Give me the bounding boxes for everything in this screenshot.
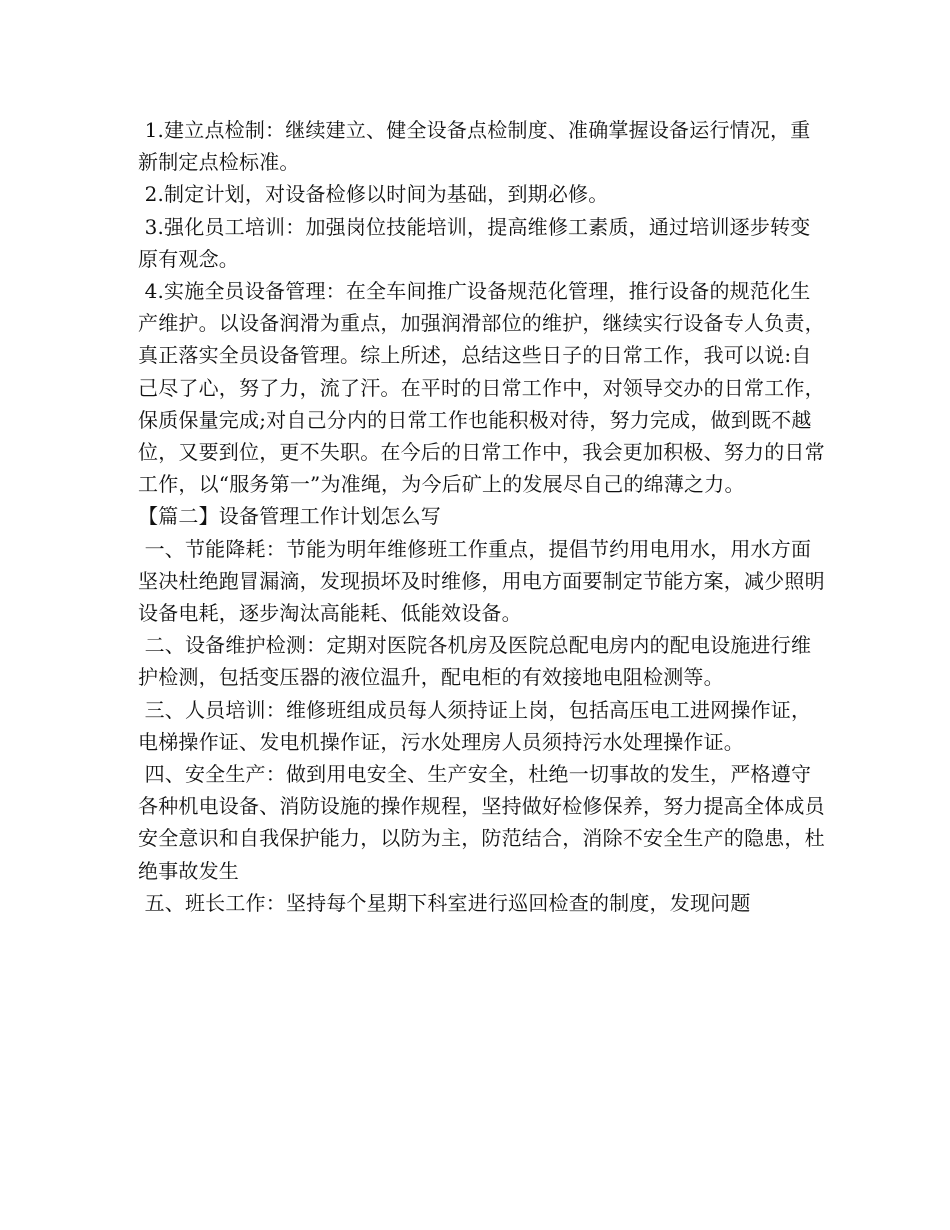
document-body [138, 114, 828, 919]
paragraph-team-leader-work: 五、班长工作：坚持每个星期下科室进行巡回检查的制度，发现问题 [138, 890, 751, 915]
paragraph-full-management: 4.实施全员设备管理：在全车间推广设备规范化管理，推行设备的规范化生产维护。以设备润滑为重点，加强润滑部位的维护，继续实行设备专人负责，真正落实全员设备管理。综上所述，总结这些日子的日常工作，我可以说:自己尽了心，努了力，流了汗。在平时的日常工作中，对领导交办的日常工作，保质保量完成;对自己分内的日常工作也能积极对待，努力完成，做到既不越位，又要到位，更不失职。在今后的日常工作中，我会更加积极、努力的日常工作，以“服务第一”为准绳，为今后矿上的发展尽自己的绵薄之力。 [138, 279, 825, 497]
paragraph-energy-saving: 一、节能降耗：节能为明年维修班工作重点，提倡节约用电用水，用水方面坚决杜绝跑冒漏滴，发现损坏及时维修，用电方面要制定节能方案，减少照明设备电耗，逐步淘汰高能耗、低能效设备。 [138, 536, 825, 626]
paragraph-point-inspection: 1.建立点检制：继续建立、健全设备点检制度、准确掌握设备运行情况，重新制定点检标准。 [138, 118, 811, 175]
paragraph-plan: 2.制定计划，对设备检修以时间为基础，到期必修。 [138, 182, 609, 207]
section-heading: 【篇二】设备管理工作计划怎么写 [138, 504, 441, 529]
paragraph-maintenance-inspection: 二、设备维护检测：定期对医院各机房及医院总配电房内的配电设施进行维护检测，包括变压器的液位温升，配电柜的有效接地电阻检测等。 [138, 633, 812, 690]
paragraph-training: 3.强化员工培训：加强岗位技能培训，提高维修工素质，通过培训逐步转变原有观念。 [138, 214, 811, 271]
paragraph-staff-training: 三、人员培训：维修班组成员每人须持证上岗，包括高压电工进网操作证，电梯操作证、发电机操作证，污水处理房人员须持污水处理操作证。 [138, 697, 812, 754]
paragraph-safety-production: 四、安全生产：做到用电安全、生产安全，杜绝一切事故的发生，严格遵守各种机电设备、消防设施的操作规程，坚持做好检修保养，努力提高全体成员安全意识和自我保护能力，以防为主，防范结合，消除不安全生产的隐患，杜绝事故发生 [138, 762, 825, 883]
